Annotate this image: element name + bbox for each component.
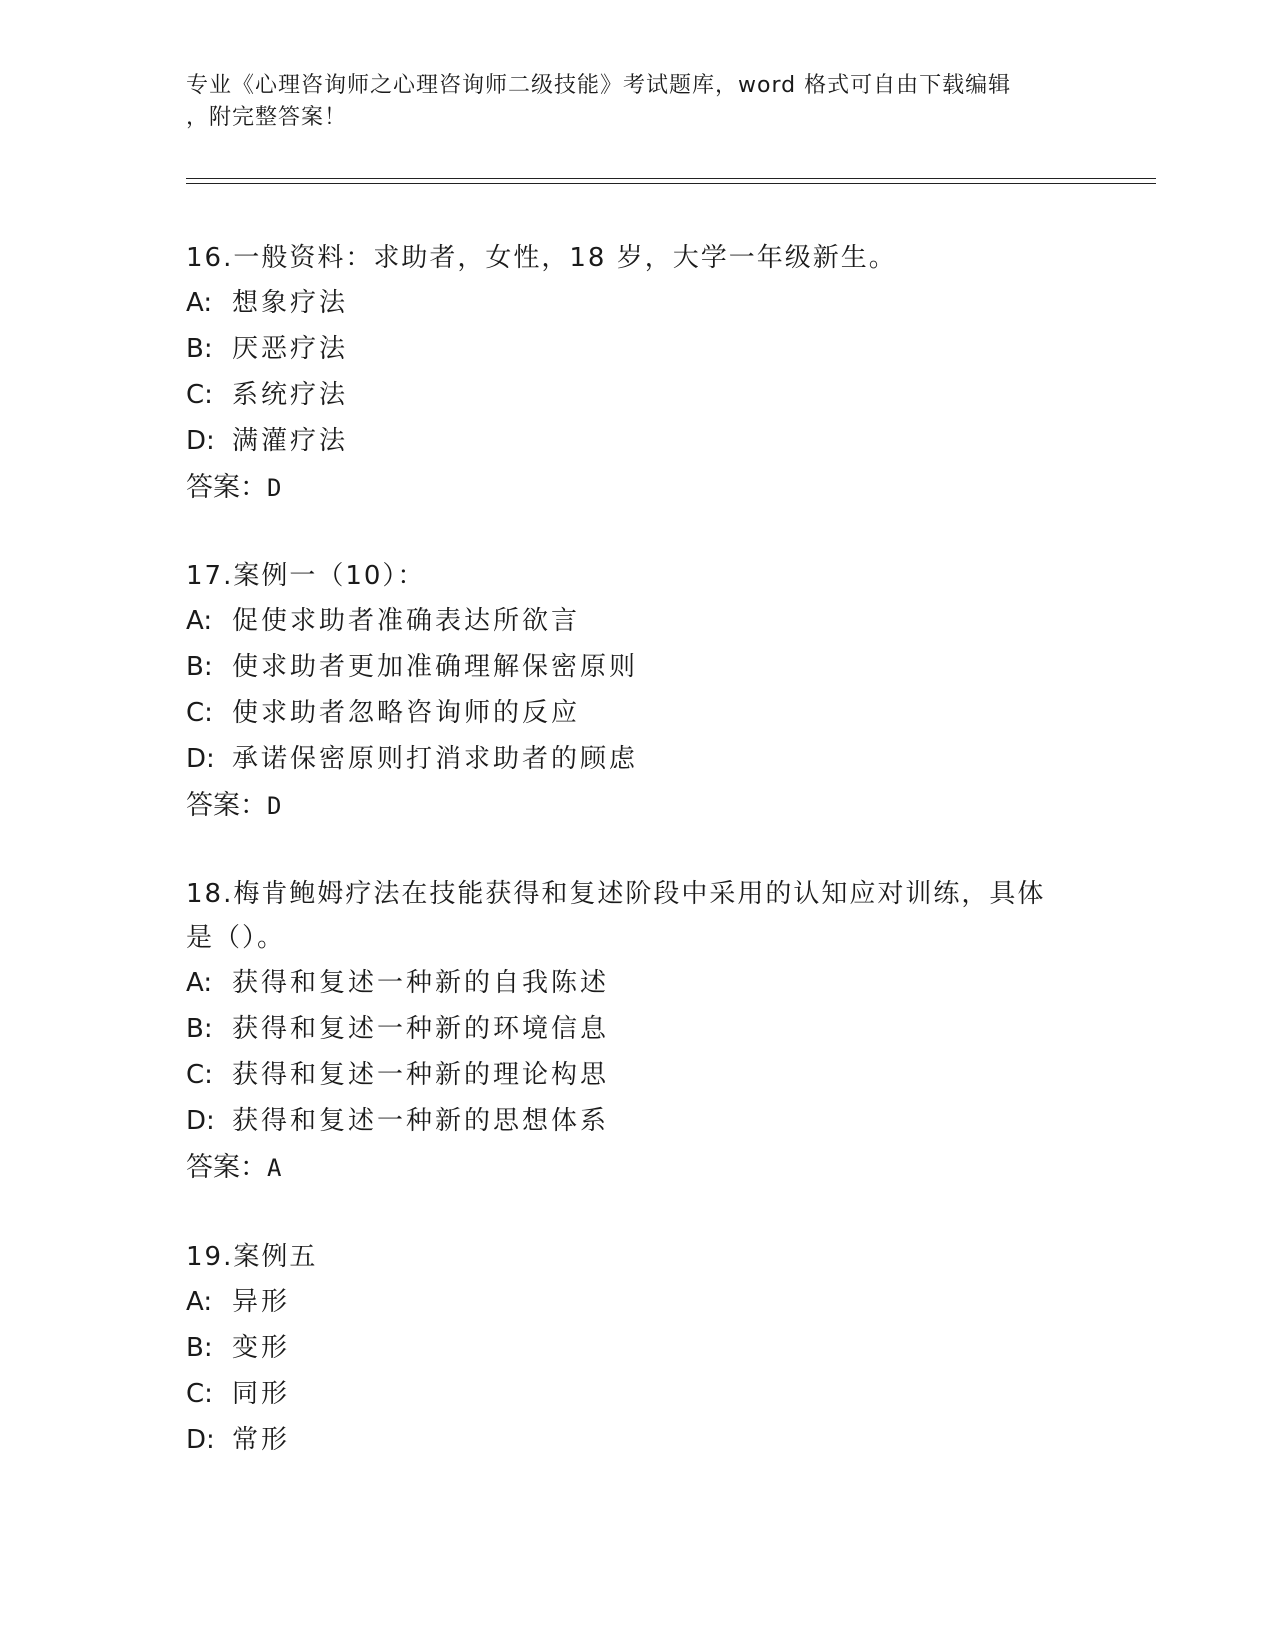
option-text: 促使求助者准确表达所欲言: [232, 606, 581, 636]
option-key: D:: [186, 744, 215, 774]
option-text: 变形: [232, 1333, 291, 1363]
option-text: 常形: [232, 1425, 291, 1455]
stem-line: 18.梅肯鲍姆疗法在技能获得和复述阶段中采用的认知应对训练，具体: [186, 879, 1046, 909]
option-key: C:: [186, 1379, 213, 1409]
option-key: C:: [186, 380, 213, 410]
stem-line: 是（）。: [186, 923, 286, 953]
option-b: [186, 326, 1086, 372]
option-key: C:: [186, 1060, 213, 1090]
option-c: [186, 690, 1086, 736]
option-key: A:: [186, 288, 213, 318]
option-key: D:: [186, 1106, 215, 1136]
answer-value: D: [267, 792, 282, 820]
header-line-1: 专业《心理咨询师之心理咨询师二级技能》考试题库，word 格式可自由下载编辑: [186, 73, 1012, 98]
option-text: 同形: [232, 1379, 291, 1409]
question-stem: [186, 554, 1086, 598]
answer-line: [186, 782, 1086, 829]
option-text: 获得和复述一种新的思想体系: [232, 1106, 610, 1136]
answer-line: [186, 1144, 1086, 1191]
option-a: [186, 1279, 1086, 1325]
answer-value: A: [267, 1154, 282, 1182]
question-17: [186, 554, 1086, 829]
option-key: A:: [186, 606, 213, 636]
option-key: B:: [186, 1014, 213, 1044]
option-text: 想象疗法: [232, 288, 349, 318]
question-stem: [186, 236, 1086, 280]
option-b: [186, 1325, 1086, 1371]
option-c: [186, 372, 1086, 418]
document-header: [186, 70, 1086, 134]
question-stem: [186, 872, 1086, 960]
option-key: B:: [186, 652, 213, 682]
option-text: 厌恶疗法: [232, 334, 349, 364]
option-c: [186, 1371, 1086, 1417]
header-rule-bottom: [186, 183, 1156, 184]
option-key: A:: [186, 1287, 213, 1317]
option-a: [186, 598, 1086, 644]
answer-label: 答案：: [186, 1152, 267, 1182]
question-stem: [186, 1235, 1086, 1279]
option-a: [186, 280, 1086, 326]
option-text: 承诺保密原则打消求助者的顾虑: [232, 744, 639, 774]
option-key: B:: [186, 1333, 213, 1363]
option-text: 满灌疗法: [232, 426, 349, 456]
header-rule-top: [186, 178, 1156, 179]
option-b: [186, 1006, 1086, 1052]
option-key: A:: [186, 968, 213, 998]
option-text: 获得和复述一种新的自我陈述: [232, 968, 610, 998]
option-d: [186, 418, 1086, 464]
question-19: [186, 1235, 1086, 1463]
option-text: 系统疗法: [232, 380, 349, 410]
option-c: [186, 1052, 1086, 1098]
option-d: [186, 736, 1086, 782]
answer-line: [186, 464, 1086, 511]
option-a: [186, 960, 1086, 1006]
option-key: C:: [186, 698, 213, 728]
option-text: 使求助者忽略咨询师的反应: [232, 698, 581, 728]
option-b: [186, 644, 1086, 690]
option-d: [186, 1417, 1086, 1463]
stem-line: 16.一般资料：求助者，女性，18 岁，大学一年级新生。: [186, 243, 897, 273]
answer-label: 答案：: [186, 472, 267, 502]
option-key: D:: [186, 1425, 215, 1455]
header-line-2: ，附完整答案！: [186, 105, 348, 130]
stem-line: 17.案例一（10）：: [186, 561, 426, 591]
option-d: [186, 1098, 1086, 1144]
question-16: [186, 236, 1086, 511]
option-key: D:: [186, 426, 215, 456]
option-text: 获得和复述一种新的环境信息: [232, 1014, 610, 1044]
answer-label: 答案：: [186, 790, 267, 820]
option-text: 使求助者更加准确理解保密原则: [232, 652, 639, 682]
option-text: 获得和复述一种新的理论构思: [232, 1060, 610, 1090]
stem-line: 19.案例五: [186, 1242, 318, 1272]
question-18: [186, 872, 1086, 1191]
option-text: 异形: [232, 1287, 291, 1317]
option-key: B:: [186, 334, 213, 364]
answer-value: D: [267, 474, 282, 502]
